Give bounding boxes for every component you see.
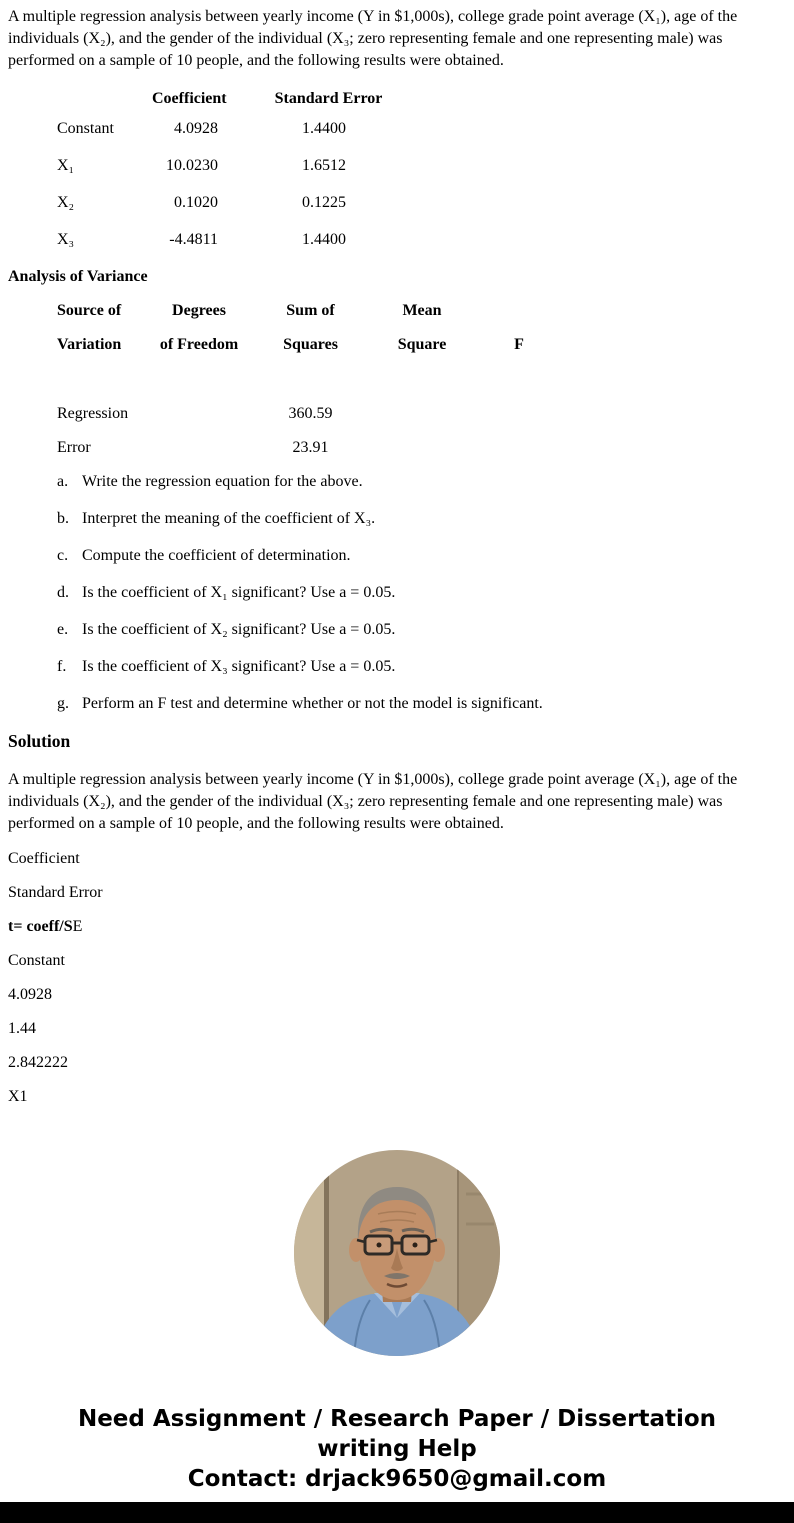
anova-col-f-line1 [477, 294, 561, 328]
question-text: Compute the coefficient of determination. [82, 547, 351, 564]
question-letter: a. [57, 473, 69, 490]
contact-email: Contact: drjack9650@gmail.com [187, 1466, 607, 1492]
coefficient-value: 10.0230 [166, 157, 218, 174]
question-letter: b. [57, 510, 69, 527]
anova-col-ss-line1: Sum of [286, 302, 335, 319]
std-error-value: 0.1225 [302, 194, 346, 211]
solution-std-error-value: 1.44 [8, 1020, 36, 1037]
question-text: Interpret the meaning of the coefficient of X₃. [82, 510, 376, 527]
anova-source-regression: Regression [57, 405, 129, 422]
std-error-value: 1.4400 [302, 120, 346, 137]
question-item-c [57, 539, 786, 573]
question-text: Is the coefficient of X₁ significant? Use a = 0.05. [82, 584, 396, 601]
anova-heading: Analysis of Variance [8, 268, 148, 285]
tutor-photo [294, 1150, 500, 1356]
coef-header-gap [226, 88, 274, 110]
question-letter: d. [57, 584, 69, 601]
question-item-f [57, 650, 786, 684]
coef-header-spacer [57, 88, 152, 110]
t-formula-regular: E [72, 918, 83, 935]
question-item-e [57, 613, 786, 647]
question-text: Perform an F test and determine whether or not the model is significant. [82, 695, 543, 712]
restate-line-2: individuals (X₂), and the gender of the individual (X₃; zero representing female and one representing male) was [8, 793, 723, 810]
solution-t-value: 2.842222 [8, 1054, 68, 1071]
coefficient-table [57, 88, 786, 258]
std-error-column-header: Standard Error [274, 90, 383, 107]
question-list [57, 465, 786, 721]
coefficient-value: 4.0928 [174, 120, 218, 137]
question-item-g [57, 687, 786, 721]
anova-data-rows [57, 397, 786, 465]
solution-label-constant: Constant [8, 952, 65, 969]
anova-col-f-header: F [514, 336, 524, 353]
solution-restated-problem [8, 769, 786, 835]
promo-line-1: Need Assignment / Research Paper / Dissertation [77, 1406, 717, 1432]
promo-line-2: writing Help [317, 1436, 477, 1462]
question-letter: c. [57, 547, 69, 564]
anova-col-source-line1: Source of [57, 302, 122, 319]
question-letter: e. [57, 621, 69, 638]
question-text: Is the coefficient of X₃ significant? Use a = 0.05. [82, 658, 396, 675]
std-error-value: 1.6512 [302, 157, 346, 174]
question-letter: f. [57, 658, 67, 675]
anova-col-df-line1: Degrees [172, 302, 226, 319]
solution-heading: Solution [8, 731, 71, 751]
solution-label-std-error: Standard Error [8, 884, 103, 901]
anova-col-source-line2: Variation [57, 336, 122, 353]
question-item-b [57, 502, 786, 536]
coef-row-label: X₂ [57, 194, 75, 211]
question-item-a [57, 465, 786, 499]
t-formula-bold: t= coeff/S [8, 918, 73, 935]
anova-col-ms-line2: Square [397, 336, 447, 353]
coefficient-column-header: Coefficient [152, 90, 227, 107]
coef-row-label: X₃ [57, 231, 75, 248]
solution-label-coefficient: Coefficient [8, 850, 80, 867]
question-text: Write the regression equation for the above. [82, 473, 363, 490]
question-letter: g. [57, 695, 69, 712]
solution-coefficient-value: 4.0928 [8, 986, 52, 1003]
anova-source-error: Error [57, 439, 91, 456]
problem-statement [8, 6, 786, 72]
coefficient-value: 0.1020 [174, 194, 218, 211]
coef-row-label: X₁ [57, 157, 75, 174]
restate-line-1: A multiple regression analysis between yearly income (Y in $1,000s), college grade point average (X₁), age of the [8, 771, 738, 788]
problem-line-2: individuals (X₂), and the gender of the individual (X₃; zero representing female and one representing male) was [8, 30, 723, 47]
problem-line-1: A multiple regression analysis between yearly income (Y in $1,000s), college grade point average (X₁), age of the [8, 8, 738, 25]
bottom-letterbox-bar [0, 1502, 794, 1523]
tutor-photo-svg [294, 1150, 500, 1356]
promo-footer [8, 1404, 786, 1494]
anova-column-headers [57, 294, 786, 362]
question-text: Is the coefficient of X₂ significant? Use a = 0.05. [82, 621, 396, 638]
std-error-value: 1.4400 [302, 231, 346, 248]
anova-col-df-line2: of Freedom [159, 336, 239, 353]
door-frame [294, 1150, 328, 1356]
restate-line-3: performed on a sample of 10 people, and the following results were obtained. [8, 815, 504, 832]
t-formula-line [8, 910, 786, 944]
coefficient-value: -4.4811 [169, 231, 218, 248]
anova-ss-error: 23.91 [292, 439, 329, 456]
problem-line-3: performed on a sample of 10 people, and the following results were obtained. [8, 52, 504, 69]
question-item-d [57, 576, 786, 610]
anova-col-ss-line2: Squares [283, 336, 338, 353]
anova-col-ms-line1: Mean [402, 302, 442, 319]
coef-row-label: Constant [57, 120, 114, 137]
solution-label-x1: X1 [8, 1088, 28, 1105]
solution-working [8, 842, 786, 1114]
anova-ss-regression: 360.59 [288, 405, 333, 422]
